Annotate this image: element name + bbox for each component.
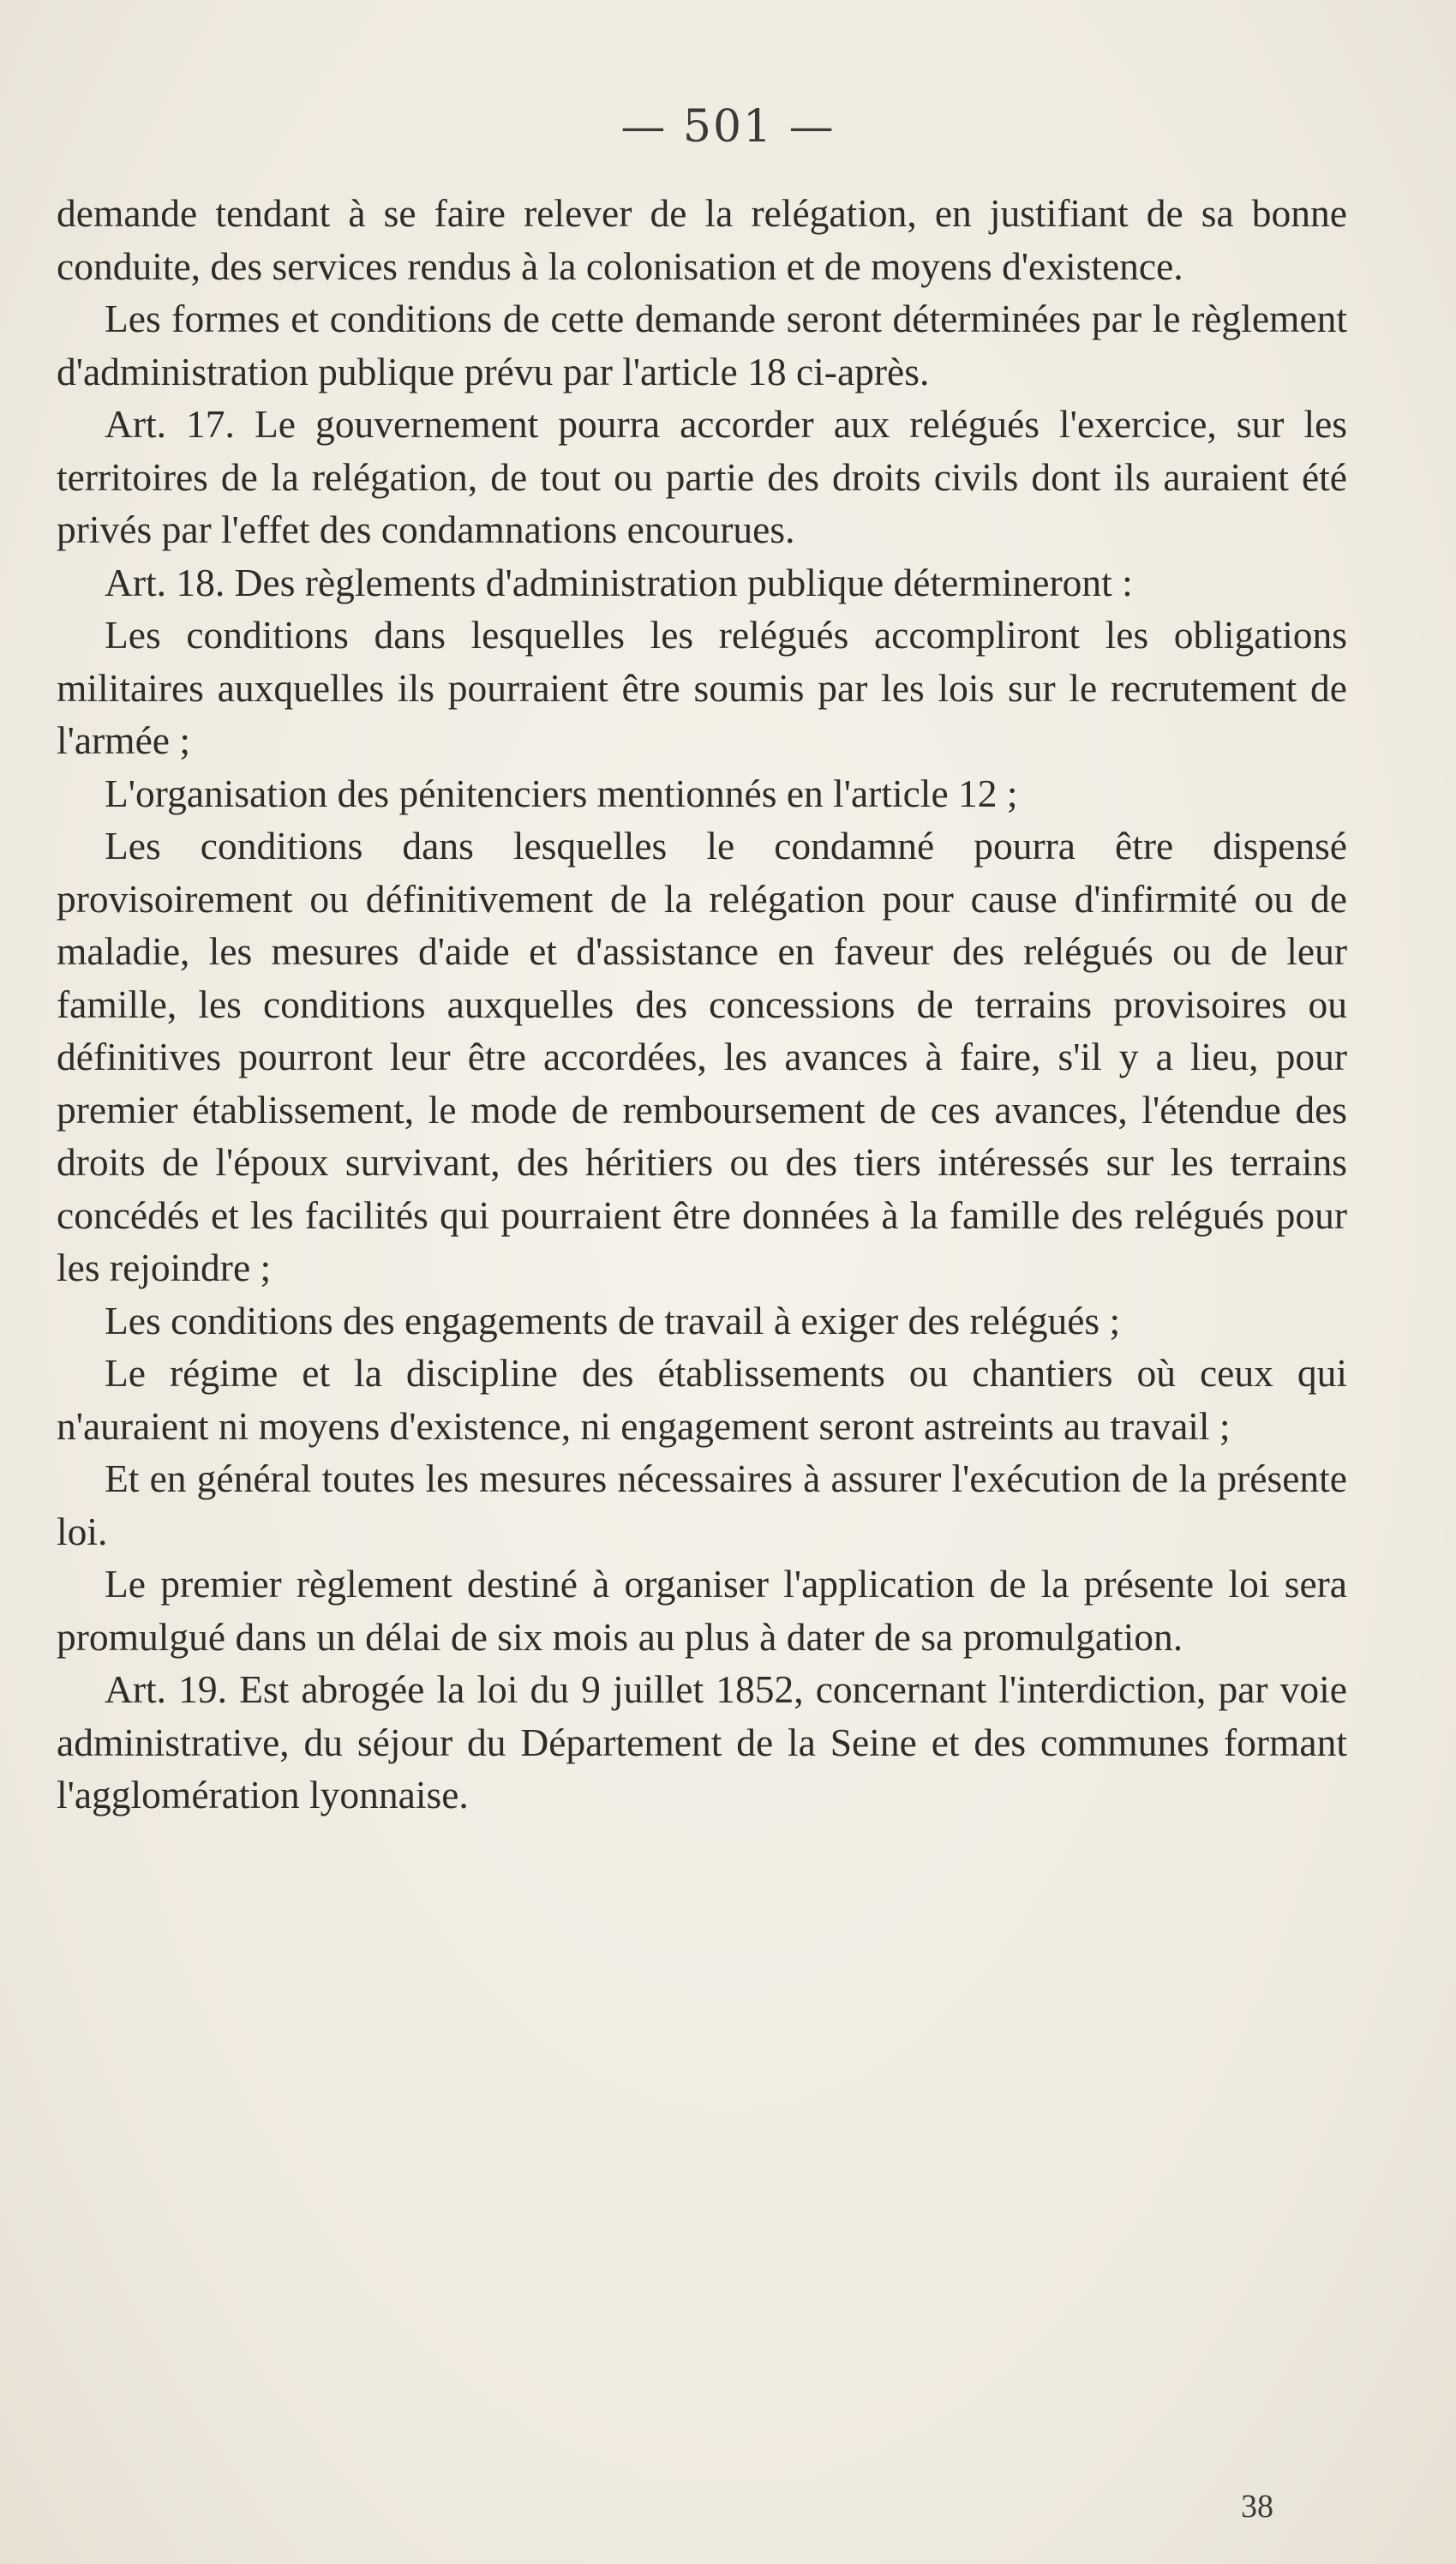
- paragraph-premier-reglement: Le premier règlement destiné à organiser l'application de la présente loi sera promulgué dans un délai de six mois au plus à dater de sa promulgation.: [57, 1562, 1347, 1659]
- paragraph-article-19: Art. 19. Est abrogée la loi du 9 juillet 1852, concernant l'interdiction, par voie administrative, du séjour du Département de la Seine et des communes formant l'agglomération lyonnaise.: [57, 1667, 1347, 1816]
- paragraph-engagements-travail: Les conditions des engagements de travail à exiger des relégués ;: [105, 1298, 1121, 1342]
- paragraph-obligations-militaires: Les conditions dans lesquelles les relégués accompliront les obligations militaires auxquelles ils pourraient être soumis par les lois sur le recrutement de l'armée ;: [57, 613, 1347, 762]
- paragraph-article-18: Art. 18. Des règlements d'administration publique détermineront :: [105, 560, 1133, 604]
- paragraph-formes-conditions: Les formes et conditions de cette demande seront déterminées par le règlement d'administration publique prévu par l'article 18 ci-après.: [57, 297, 1347, 393]
- printer-signature-mark: 38: [1241, 2489, 1273, 2525]
- paragraph-mesures-generales: Et en général toutes les mesures nécessaires à assurer l'exécution de la présente loi.: [57, 1456, 1347, 1553]
- paragraph-regime-discipline: Le régime et la discipline des établissements ou chantiers où ceux qui n'auraient ni moyens d'existence, ni engagement seront astreints au travail ;: [57, 1351, 1347, 1448]
- paragraph-penitenciers: L'organisation des pénitenciers mentionnés en l'article 12 ;: [105, 771, 1018, 815]
- paragraph-continuation: demande tendant à se faire relever de la relégation, en justifiant de sa bonne conduite, des services rendus à la colonisation et de moyens d'existence.: [57, 191, 1347, 288]
- paragraph-dispense-relegation: Les conditions dans lesquelles le condamné pourra être dispensé provisoirement ou définitivement de la relégation pour cause d'infirmité ou de maladie, les mesures d'aide et d'assistance en faveur des relégués ou de leur famille, les conditions auxquelles des concessions de terrains provisoires ou définitives pourront leur être accordées, les avances à faire, s'il y a lieu, pour premier établissement, le mode de remboursement de ces avances, l'étendue des droits de l'époux survivant, des héritiers ou des tiers intéressés sur les terrains concédés et les facilités qui pourraient être données à la famille des relégués pour les rejoindre ;: [57, 824, 1347, 1289]
- page-number-header: — 501 —: [620, 101, 836, 153]
- paragraph-article-17: Art. 17. Le gouvernement pourra accorder aux relégués l'exercice, sur les territoires de la relégation, de tout ou partie des droits civils dont ils auraient été privés par l'effet des condamnations encourues.: [57, 402, 1347, 551]
- body-text: [57, 187, 1347, 1822]
